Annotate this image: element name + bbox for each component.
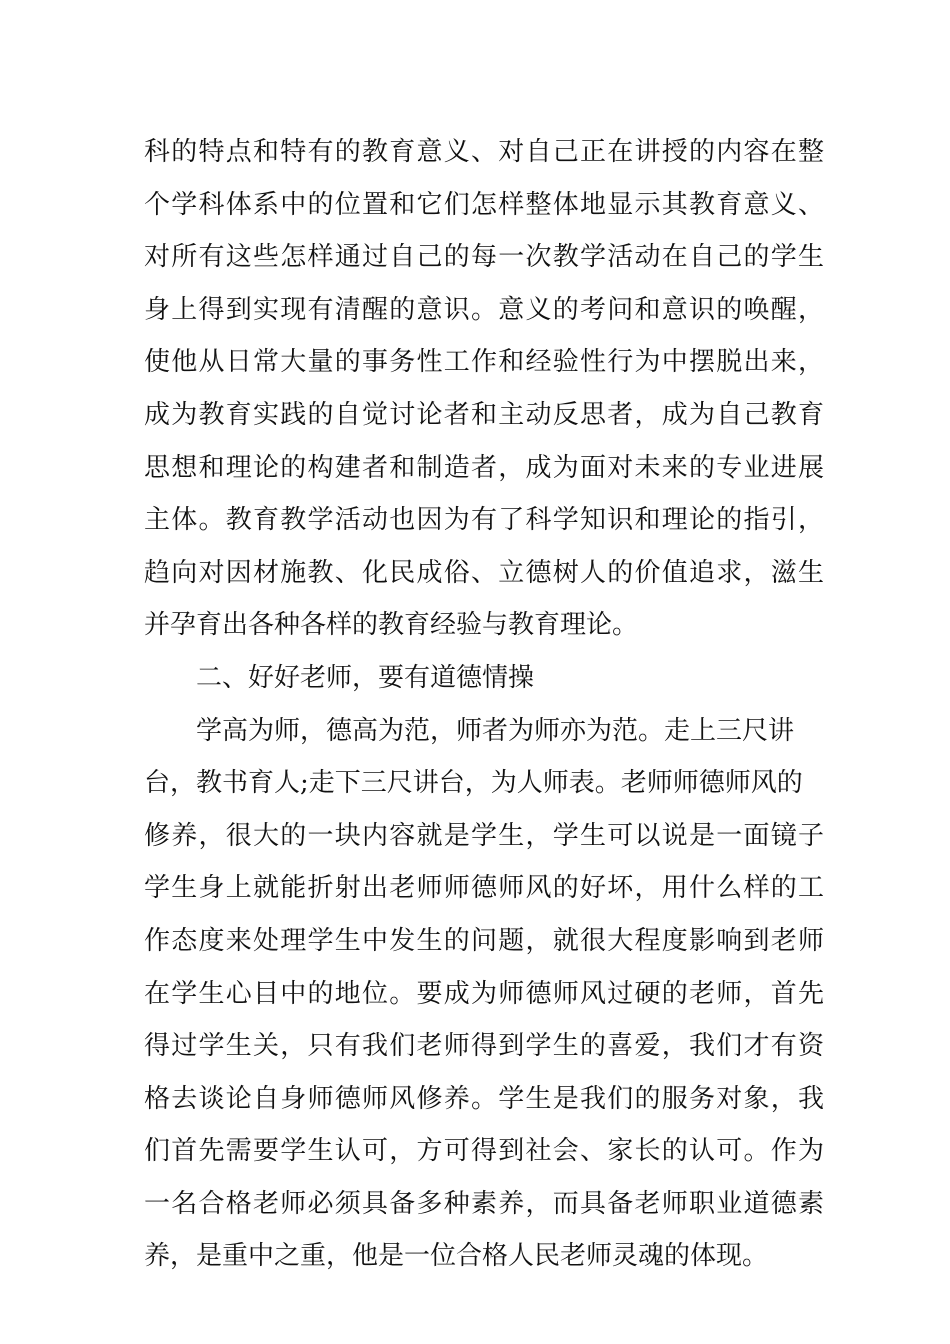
text-line: 并孕育出各种各样的教育经验与教育理论。 bbox=[144, 610, 639, 641]
text-line: 修养，很大的一块内容就是学生，学生可以说是一面镜子 bbox=[144, 820, 824, 851]
text-line: 们首先需要学生认可，方可得到社会、家长的认可。作为 bbox=[144, 1136, 824, 1167]
text-line: 学高为师，德高为范，师者为师亦为范。走上三尺讲 bbox=[196, 715, 795, 746]
document-body bbox=[144, 126, 824, 1283]
text-line: 作态度来处理学生中发生的问题，就很大程度影响到老师 bbox=[144, 925, 824, 956]
paragraph bbox=[144, 705, 824, 1284]
text-line: 身上得到实现有清醒的意识。意义的考问和意识的唤醒， bbox=[144, 294, 824, 325]
text-line: 成为教育实践的自觉讨论者和主动反思者，成为自己教育 bbox=[144, 399, 824, 430]
text-line: 趋向对因材施教、化民成俗、立德树人的价值追求，滋生 bbox=[144, 557, 824, 588]
text-line: 主体。教育教学活动也因为有了科学知识和理论的指引， bbox=[144, 505, 824, 536]
text-line: 使他从日常大量的事务性工作和经验性行为中摆脱出来， bbox=[144, 347, 824, 378]
text-line: 得过学生关，只有我们老师得到学生的喜爱，我们才有资 bbox=[144, 1031, 824, 1062]
paragraph-continuation bbox=[144, 126, 824, 652]
text-line: 学生身上就能折射出老师师德师风的好坏，用什么样的工 bbox=[144, 873, 824, 904]
section-heading: 二、好好老师，要有道德情操 bbox=[196, 662, 535, 693]
text-line: 个学科体系中的位置和它们怎样整体地显示其教育意义、 bbox=[144, 189, 824, 220]
text-line: 格去谈论自身师德师风修养。学生是我们的服务对象，我 bbox=[144, 1083, 824, 1114]
text-line: 对所有这些怎样通过自己的每一次教学活动在自己的学生 bbox=[144, 242, 824, 273]
text-line: 科的特点和特有的教育意义、对自己正在讲授的内容在整 bbox=[144, 137, 824, 167]
text-line: 在学生心目中的地位。要成为师德师风过硬的老师，首先 bbox=[144, 978, 824, 1009]
text-line: 养，是重中之重，他是一位合格人民老师灵魂的体现。 bbox=[144, 1241, 769, 1272]
text-line: 一名合格老师必须具备多种素养，而具备老师职业道德素 bbox=[144, 1188, 824, 1219]
text-line: 台，教书育人;走下三尺讲台，为人师表。老师师德师风的 bbox=[144, 768, 803, 799]
text-line: 思想和理论的构建者和制造者，成为面对未来的专业进展 bbox=[144, 452, 824, 483]
